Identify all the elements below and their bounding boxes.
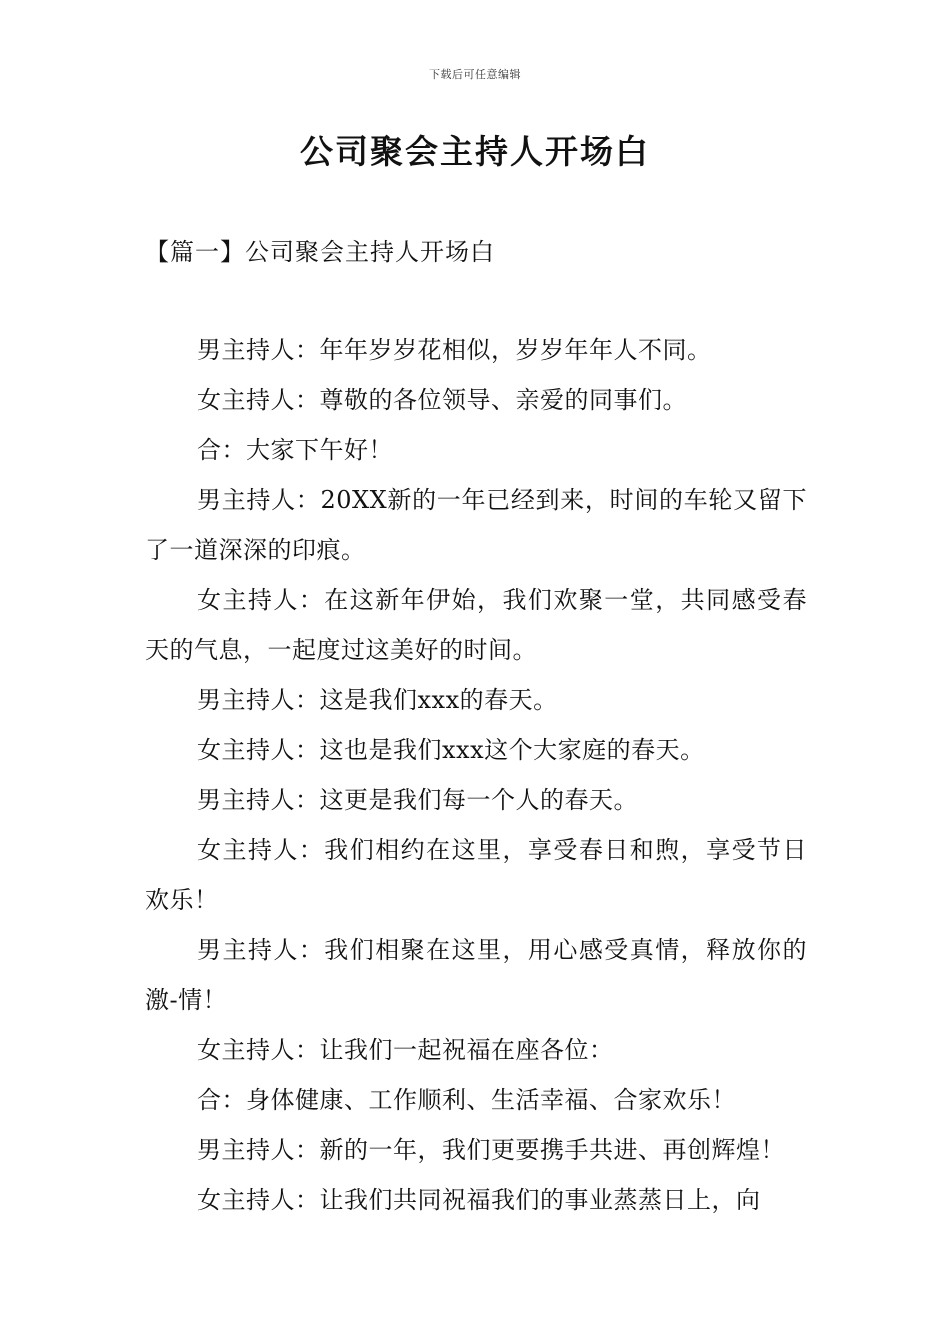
paragraph: 女主持人：我们相约在这里，享受春日和煦，享受节日欢乐！ xyxy=(145,836,807,914)
paragraph: 男主持人：年年岁岁花相似，岁岁年年人不同。 xyxy=(197,336,712,364)
paragraph: 男主持人：20XX新的一年已经到来，时间的车轮又留下了一道深深的印痕。 xyxy=(145,486,807,564)
paragraph: 女主持人：尊敬的各位领导、亲爱的同事们。 xyxy=(197,386,687,414)
paragraph: 女主持人：让我们一起祝福在座各位： xyxy=(197,1036,614,1064)
paragraph: 男主持人：我们相聚在这里，用心感受真情，释放你的激-情！ xyxy=(145,936,807,1014)
paragraph: 女主持人：在这新年伊始，我们欢聚一堂，共同感受春天的气息，一起度过这美好的时间。 xyxy=(145,586,807,664)
document-body xyxy=(145,325,807,1225)
section-heading: 【篇一】公司聚会主持人开场白 xyxy=(145,238,495,266)
paragraph: 合：大家下午好！ xyxy=(197,436,393,464)
paragraph: 女主持人：这也是我们xxx这个大家庭的春天。 xyxy=(197,736,705,764)
document-title: 公司聚会主持人开场白 xyxy=(300,132,650,171)
paragraph: 男主持人：新的一年，我们更要携手共进、再创辉煌！ xyxy=(197,1136,785,1164)
paragraph: 男主持人：这是我们xxx的春天。 xyxy=(197,686,558,714)
paragraph: 男主持人：这更是我们每一个人的春天。 xyxy=(197,786,638,814)
paragraph: 女主持人：让我们共同祝福我们的事业蒸蒸日上，向 xyxy=(197,1186,761,1214)
header-note: 下载后可任意编辑 xyxy=(429,68,521,81)
paragraph: 合：身体健康、工作顺利、生活幸福、合家欢乐！ xyxy=(197,1086,736,1114)
